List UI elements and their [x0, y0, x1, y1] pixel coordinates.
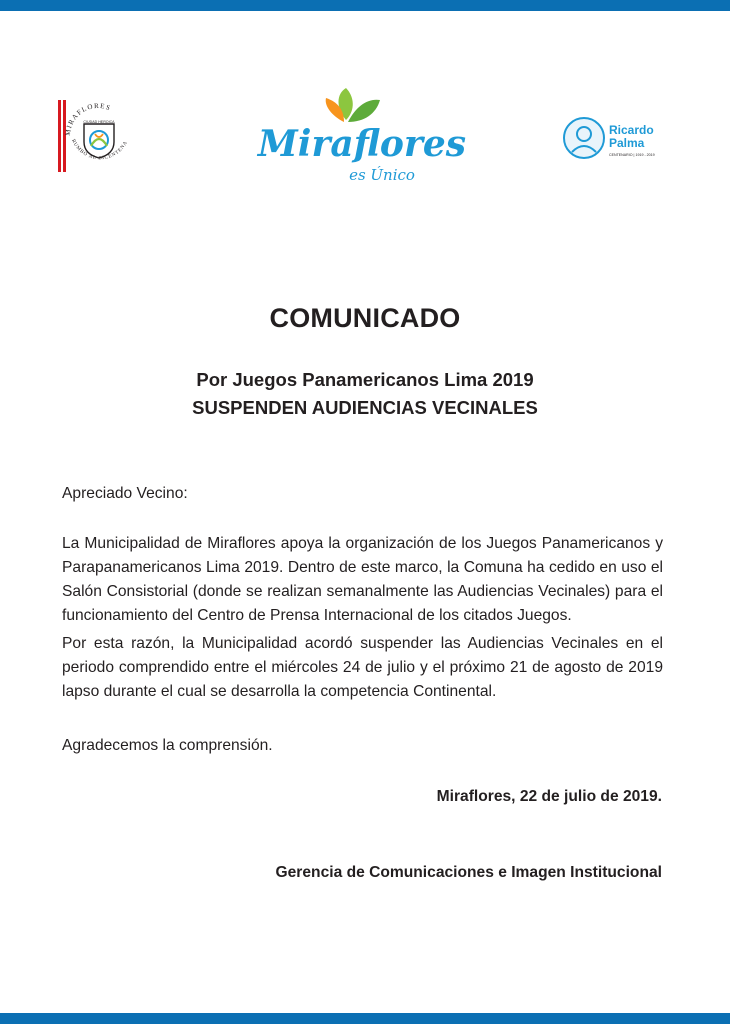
- logo-centenario-text: CENTENARIO | 1919 - 2019: [609, 153, 655, 157]
- logo-name-line1: Ricardo: [609, 123, 654, 137]
- body-paragraph-2: Por esta razón, la Municipalidad acordó suspender las Audiencias Vecinales en el periodo comprendido entre el miércoles 24 de julio y el próximo 21 de agosto de 2019 lapso durante el cual se desarrolla la competencia Continental.: [62, 635, 663, 700]
- bottom-accent-bar: [0, 1013, 730, 1024]
- document-signature: Gerencia de Comunicaciones e Imagen Institucional: [275, 864, 662, 881]
- logo-arc-bottom-text: RUMBO AL BICENTENA: [70, 138, 130, 162]
- body-paragraph-1: La Municipalidad de Miraflores apoya la organización de los Juegos Panamericanos y Parapanamericanos Lima 2019. Dentro de este marco, la Comuna ha cedido en uso el Salón Consistorial (donde se realizan semanalmente las Audiencias Vecinales) para el funcionamiento del Centro de Prensa Internacional de los citados Juegos.: [62, 535, 663, 624]
- logo-arc-text: MIRAFLORES: [63, 101, 113, 137]
- document-date: Miraflores, 22 de julio de 2019.: [436, 788, 662, 805]
- top-accent-bar: [0, 0, 730, 11]
- document-subtitle-1: Por Juegos Panamericanos Lima 2019: [196, 369, 534, 390]
- miraflores-es-unico-logo: [257, 86, 467, 188]
- greeting: Apreciado Vecino:: [62, 485, 188, 502]
- logo-tagline: es Único: [349, 166, 415, 184]
- miraflores-bicentenario-logo: [58, 96, 148, 176]
- thanks-line: Agradecemos la comprensión.: [62, 737, 273, 754]
- logo-wordmark: Miraflores: [257, 123, 467, 165]
- ricardo-palma-centenario-logo: [562, 114, 660, 164]
- document-title: COMUNICADO: [269, 303, 461, 333]
- logo-badge-text: CIUDAD HEROICA: [83, 120, 115, 124]
- document-subtitle-2: SUSPENDEN AUDIENCIAS VECINALES: [192, 397, 538, 418]
- logo-name-line2: Palma: [609, 136, 645, 150]
